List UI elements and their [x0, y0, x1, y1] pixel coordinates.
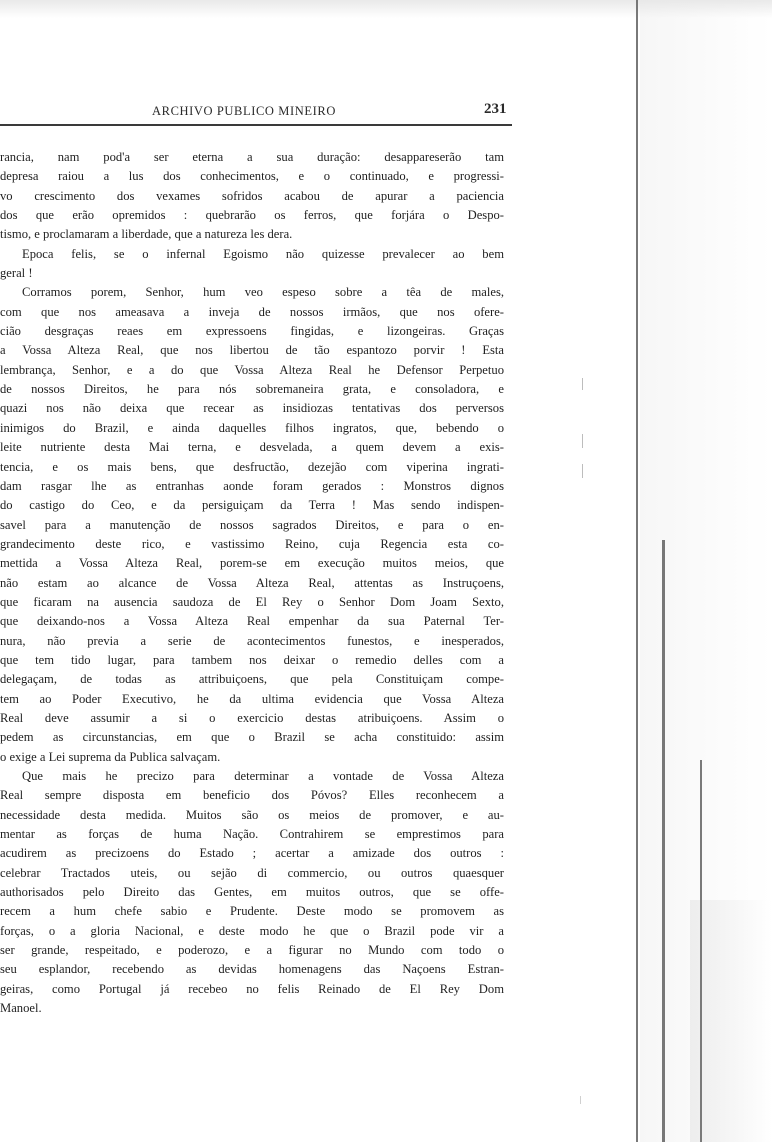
- text-line: pedem as circunstancias, em que o Brazil se acha constituido: assim: [0, 730, 504, 745]
- text-line: dam rasgar lhe as entranhas aonde foram gerados : Monstros dignos: [0, 478, 504, 493]
- body-text: [0, 148, 504, 1018]
- text-line: vo crescimento dos vexames sofridos acabou de apurar a paciencia: [0, 188, 504, 203]
- text-line: Real sempre disposta em beneficio dos Póvos? Elles reconhecem a: [0, 788, 504, 803]
- running-header: [0, 100, 514, 122]
- text-line: ser grande, respeitado, e poderozo, e a figurar no Mundo com todo o: [0, 943, 504, 958]
- text-line: tem ao Poder Executivo, he da ultima evidencia que Vossa Alteza: [0, 691, 504, 706]
- scan-mark: [582, 464, 583, 478]
- text-line: savel para a manutenção de nossos sagrados Direitos, e para o en-: [0, 517, 504, 532]
- text-line: celebrar Tractados uteis, ou sejão di commercio, ou outros quaesquer: [0, 865, 504, 880]
- text-line: forças, o a gloria Nacional, e deste modo he que o Brazil pode vir a: [0, 923, 504, 938]
- text-line: Manoel.: [0, 1001, 42, 1016]
- text-line: authorisados pelo Direito das Gentes, em muitos outros, que se offe-: [0, 885, 504, 900]
- text-line: delegaçam, de todas as attribuiçoens, que pela Constituiçam compe-: [0, 672, 504, 687]
- text-line: tismo, e proclamaram a liberdade, que a natureza les dera.: [0, 227, 293, 242]
- text-line: necessidade desta medida. Muitos são os meios de promover, e au-: [0, 807, 504, 822]
- text-line: geiras, como Portugal já recebeo no felis Reinado de El Rey Dom: [0, 981, 504, 996]
- text-line: inimigos do Brazil, e ainda daquelles filhos ingratos, que, bebendo o: [0, 420, 504, 435]
- text-line: rancia, nam pod'a ser eterna a sua duração: desappareserão tam: [0, 150, 504, 164]
- text-line: mentar as forças de huma Nação. Contrahirem se emprestimos para: [0, 827, 504, 842]
- text-line: dos que erão opremidos : quebrarão os ferros, que forjára o Despo-: [0, 208, 504, 223]
- text-line: Epoca felis, se o infernal Egoismo não quizesse prevalecer ao bem: [22, 246, 504, 261]
- text-line: de nossos Direitos, he para nós sobremaneira grata, e consoladora, e: [0, 382, 504, 397]
- text-line: que deixando-nos a Vossa Alteza Real empenhar da sua Paternal Ter-: [0, 614, 504, 629]
- text-line: recem a hum chefe sabio e Prudente. Deste modo se promovem as: [0, 904, 504, 919]
- binding-edge-line: [700, 760, 702, 1142]
- text-line: que ficaram na ausencia saudoza de El Rey o Senhor Dom Joam Sexto,: [0, 594, 504, 609]
- text-line: com que nos ameasava a inveja de nossos irmãos, que nos ofere-: [0, 304, 504, 319]
- text-line: nura, não previa a serie de acontecimentos funestos, e inesperados,: [0, 633, 504, 648]
- binding-edge-line: [636, 0, 638, 1142]
- text-line: acudirem as precizoens do Estado ; acertar a amizade dos outros :: [0, 846, 504, 861]
- text-line: que tem tido lugar, para tambem nos deixar o remedio delles com a: [0, 652, 504, 667]
- text-line: cião desgraças reaes em expressoens fingidas, e lizongeiras. Graças: [0, 324, 504, 339]
- text-line: mettida a Vossa Alteza Real, porem-se em execução muitos meios, que: [0, 556, 504, 571]
- scan-mark: [582, 378, 583, 390]
- text-line: não estam ao alcance de Vossa Alteza Real, attentas as Instruçoens,: [0, 575, 504, 590]
- text-line: Real deve assumir a si o exercicio destas atribuiçoens. Assim o: [0, 710, 504, 725]
- text-line: lembrança, Senhor, e a do que Vossa Alteza Real he Defensor Perpetuo: [0, 362, 504, 377]
- text-line: do castigo do Ceo, e da persiguiçam da Terra ! Mas sendo indispen-: [0, 498, 504, 513]
- scan-mark: [582, 434, 583, 448]
- text-line: seu esplandor, recebendo as devidas homenagens das Naçoens Estran-: [0, 962, 504, 977]
- text-line: tencia, e os mais bens, que desfructão, dezejão com viperina ingrati-: [0, 459, 504, 474]
- text-line: Que mais he precizo para determinar a vontade de Vossa Alteza: [22, 769, 504, 783]
- text-line: geral !: [0, 266, 33, 281]
- text-line: leite nutriente desta Mai terna, e desvelada, a quem devem a exis-: [0, 440, 504, 455]
- text-line: o exige a Lei suprema da Publica salvaçam.: [0, 749, 221, 764]
- text-line: quazi nos não deixa que recear as insidiozas tentativas dos perversos: [0, 401, 504, 416]
- text-line: Corramos porem, Senhor, hum veo espeso sobre a têa de males,: [22, 285, 504, 300]
- running-title: ARCHIVO PUBLICO MINEIRO: [152, 104, 336, 118]
- binding-edge-line: [662, 540, 665, 1142]
- scan-mark: [580, 1096, 581, 1104]
- text-line: depresa raiou a lus dos conhecimentos, e o continuado, e progressi-: [0, 169, 504, 184]
- binding-fade: [690, 900, 772, 1142]
- text-line: a Vossa Alteza Real, que nos libertou de tão espantozo porvir ! Esta: [0, 343, 504, 358]
- text-line: grandecimento deste rico, e vastissimo Reino, cuja Regencia esta co-: [0, 536, 504, 551]
- page-number: 231: [484, 101, 507, 117]
- header-rule: [0, 124, 512, 126]
